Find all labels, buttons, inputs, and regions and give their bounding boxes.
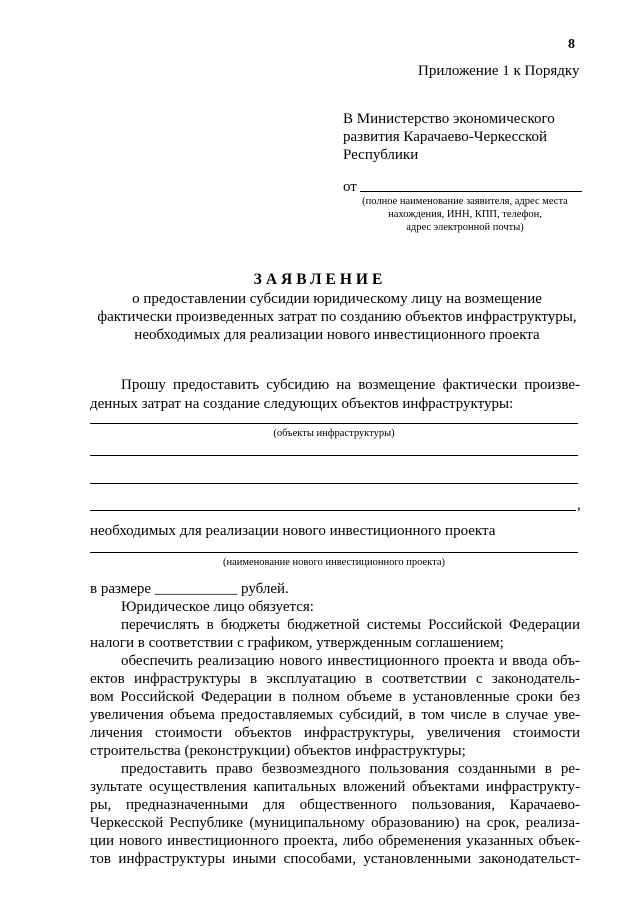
objects-comma: , (577, 497, 581, 513)
appendix-label: Приложение 1 к Порядку (418, 63, 580, 79)
obligation2-line-5: личения стоимости объектов инфраструктуры, увеличения стоимости (90, 725, 580, 741)
objects-field-line-3[interactable] (90, 483, 578, 484)
obligation1-line-2: налоги в соответствии с графиком, утвержденным соглашением; (90, 635, 504, 651)
addressee-line-1: В Министерство экономического (343, 111, 555, 127)
request-line-1: Прошу предоставить субсидию на возмещение фактически произве- (121, 377, 580, 393)
project-field-line[interactable] (90, 552, 578, 553)
from-label: от (343, 179, 357, 195)
addressee-line-3: Республики (343, 147, 419, 163)
obligation2-line-1: обеспечить реализацию нового инвестиционного проекта и ввода объ- (121, 653, 580, 669)
amount-suffix: рублей. (241, 581, 289, 597)
obligation3-line-5: ции нового инвестиционного проекта, либо обременения указанных объек- (90, 833, 580, 849)
obligation2-line-3: вом Российской Федерации в полном объеме в установленные сроки без (90, 689, 580, 705)
objects-hint: (объекты инфраструктуры) (273, 428, 395, 439)
page-number: 8 (568, 37, 575, 52)
applicant-hint-2: нахождения, ИНН, КПП, телефон, (388, 209, 542, 220)
project-line-text: необходимых для реализации нового инвестиционного проекта (90, 523, 496, 539)
obligation2-line-4: увеличения объема предоставляемых субсидий, в том числе в случае уве- (90, 707, 580, 723)
objects-field-line-1[interactable] (90, 423, 578, 424)
obligation3-line-1: предоставить право безвозмездного пользования созданными в ре- (121, 761, 580, 777)
subtitle-line-3: необходимых для реализации нового инвестиционного проекта (134, 327, 540, 343)
obligation2-line-2: ектов инфраструктуры в эксплуатацию в соответствии с законодатель- (90, 671, 580, 687)
obligation3-line-2: зультате осуществления капитальных вложений объектами инфраструкту- (90, 779, 580, 795)
subtitle-line-1: о предоставлении субсидии юридическому лицу на возмещение (132, 291, 542, 307)
obligation3-line-3: ры, предназначенными для общественного пользования, Карачаево- (90, 797, 580, 813)
amount-line (90, 580, 289, 598)
applicant-hint-1: (полное наименование заявителя, адрес места (362, 196, 568, 207)
request-line-2: денных затрат на создание следующих объектов инфраструктуры: (90, 396, 514, 412)
amount-prefix: в размере (90, 581, 152, 597)
objects-field-line-2[interactable] (90, 455, 578, 456)
project-hint: (наименование нового инвестиционного проекта) (222, 557, 446, 568)
applicant-hint-3: адрес электронной почты) (406, 222, 524, 233)
obligation1-line-1: перечислять в бюджеты бюджетной системы Российской Федерации (121, 617, 580, 633)
obligation2-line-6: строительства (реконструкции) объектов инфраструктуры; (90, 743, 466, 759)
obligation3-line-6: тов инфраструктуры иными способами, установленными законодательст- (90, 851, 580, 867)
amount-blank[interactable]: ___________ (154, 581, 238, 597)
addressee-line-2: развития Карачаево-Черкесской (343, 129, 548, 145)
document-title: ЗАЯВЛЕНИЕ (253, 271, 387, 288)
objects-field-line-4[interactable] (90, 510, 576, 511)
obligation-intro: Юридическое лицо обязуется: (121, 599, 314, 615)
subtitle-line-2: фактически произведенных затрат по созданию объектов инфраструктуры, (97, 309, 577, 325)
applicant-field-line[interactable] (360, 191, 582, 192)
obligation3-line-4: Черкесской Республике (муниципальному образованию) на срок, реализа- (90, 815, 580, 831)
